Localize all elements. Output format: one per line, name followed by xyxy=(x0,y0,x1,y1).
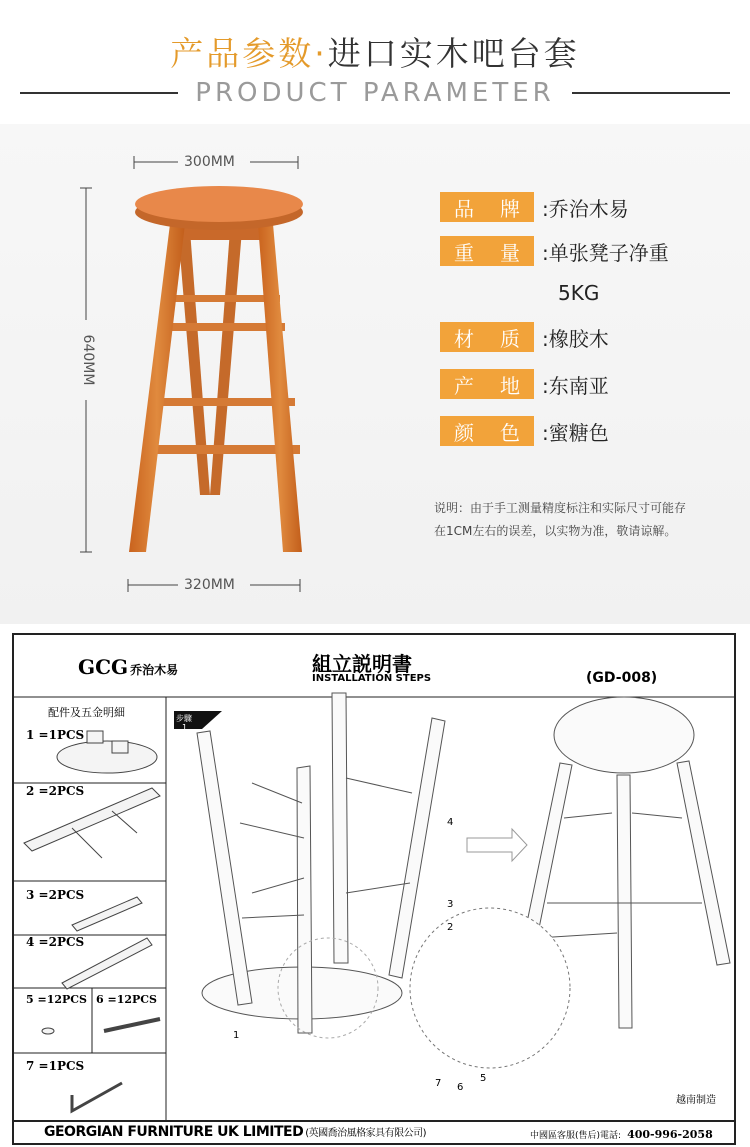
page-subtitle: PRODUCT PARAMETER xyxy=(195,78,555,108)
brand-logo: GCG xyxy=(78,655,129,679)
param-value: :乔治木易 xyxy=(542,196,629,221)
callout-2: 2 xyxy=(447,922,454,933)
dim-height: 640MM xyxy=(80,334,96,386)
param-value: :单张凳子净重 xyxy=(542,240,669,265)
part-5: 5 =12PCS xyxy=(26,993,87,1006)
param-label: 材 质 xyxy=(440,322,534,352)
param-origin xyxy=(440,369,609,399)
company-cn: (英國喬治風格家具有限公司) xyxy=(305,1128,427,1139)
callout-7: 7 xyxy=(435,1078,442,1089)
brand-cn: 乔治木易 xyxy=(130,663,179,677)
title-main: 进口实木吧台套 xyxy=(327,34,580,73)
manual-title: 組立説明書 xyxy=(312,652,412,676)
title-dot: · xyxy=(314,34,328,73)
title-prefix: 产品参数 xyxy=(170,34,315,73)
param-label: 品 牌 xyxy=(440,192,534,222)
step-label: 步驟 xyxy=(176,714,192,723)
param-label: 重 量 xyxy=(440,236,534,266)
callout-4: 4 xyxy=(447,817,454,828)
note-line-2: 在1CM左右的误差，以实物为准，敬请谅解。 xyxy=(434,524,677,538)
part-3: 3 =2PCS xyxy=(26,888,85,902)
dim-top-width: 300MM xyxy=(184,154,235,170)
param-value: :东南亚 xyxy=(542,373,609,398)
callout-5: 5 xyxy=(480,1073,487,1084)
company-en: GEORGIAN FURNITURE UK LIMITED xyxy=(44,1124,304,1140)
part-7: 7 =1PCS xyxy=(26,1059,85,1073)
made-in-label: 越南制造 xyxy=(676,1095,716,1106)
part-4: 4 =2PCS xyxy=(26,935,85,949)
param-value: :橡胶木 xyxy=(542,326,609,351)
callout-6: 6 xyxy=(457,1082,464,1093)
part-1: 1 =1PCS xyxy=(26,728,85,742)
param-weight xyxy=(440,236,669,266)
param-label: 产 地 xyxy=(440,369,534,399)
step-number: 1 xyxy=(182,723,188,732)
service-phone: 400-996-2058 xyxy=(627,1128,713,1141)
part-2: 2 =2PCS xyxy=(26,784,85,798)
part-6: 6 =12PCS xyxy=(96,993,157,1006)
measurement-note xyxy=(434,497,744,543)
param-brand xyxy=(440,192,629,222)
param-label: 颜 色 xyxy=(440,416,534,446)
manual-model: (GD-008) xyxy=(586,670,658,686)
callout-3: 3 xyxy=(447,899,454,910)
manual-title-en: INSTALLATION STEPS xyxy=(312,673,432,684)
service-line xyxy=(530,1128,713,1141)
callout-1: 1 xyxy=(233,1030,240,1041)
param-value: :蜜糖色 xyxy=(542,420,609,445)
company-name xyxy=(44,1124,426,1140)
param-color xyxy=(440,416,609,446)
param-material xyxy=(440,322,609,352)
note-line-1: 说明：由于手工测量精度标注和实际尺寸可能存 xyxy=(434,501,687,515)
manual-brand xyxy=(78,655,178,679)
service-label: 中國區客服(售后)電話: xyxy=(530,1131,622,1141)
parts-title: 配件及五金明細 xyxy=(48,706,125,719)
param-weight-value-2: 5KG xyxy=(558,281,600,305)
dim-base-width: 320MM xyxy=(184,577,235,593)
